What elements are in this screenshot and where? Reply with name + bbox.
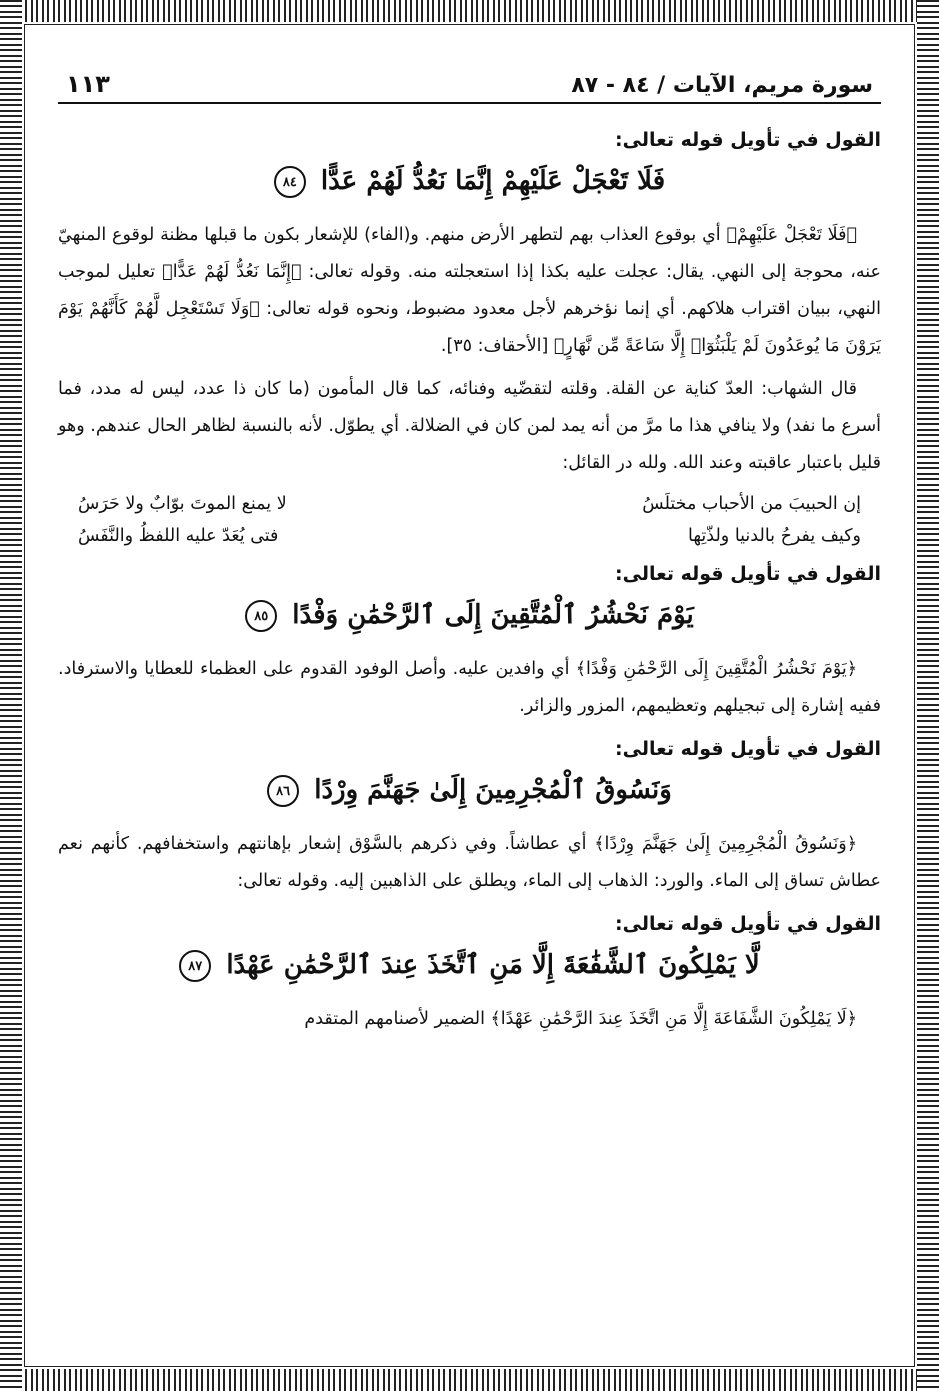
page-content bbox=[58, 122, 881, 1038]
page-body bbox=[58, 60, 881, 1351]
verse-text: وَنَسُوقُ ٱلْمُجْرِمِينَ إِلَىٰ جَهَنَّمَ وِرْدًا bbox=[314, 775, 672, 805]
poem-verses bbox=[58, 488, 881, 552]
commentary-paragraph: ﴿يَوْمَ نَحْشُرُ الْمُتَّقِينَ إِلَى الرَّحْمَٰنِ وَفْدًا﴾ أي وافدين عليه. وأصل الوفود القدوم على العظماء للعطايا والاسترفاد. ففيه إشارة إلى تبجيلهم وتعظيمهم، المزور والزائر. bbox=[58, 659, 881, 716]
verse-text: فَلَا تَعْجَلْ عَلَيْهِمْ إِنَّمَا نَعُدُّ لَهُمْ عَدًّا bbox=[320, 166, 666, 196]
poem-hemistich: إن الحبيبَ من الأحباب مختلَسُ bbox=[642, 494, 861, 514]
commentary-paragraph: قال الشهاب: العدّ كناية عن القلة. وقلته لتقضّيه وفنائه، كما قال المأمون (ما كان ذا عدد، ليس له مدد، فما أسرع ما نفد) ولا ينافي هذا ما مرَّ من أنه يمد لمن كان في الضلالة. أي يطوّل. لأنه بالنسبة لظاهر الحال عندهم. وهو قليل باعتبار عاقبته وعند الله. ولله در القائل: bbox=[58, 379, 881, 473]
verse-text: لَّا يَمْلِكُونَ ٱلشَّفَٰعَةَ إِلَّا مَنِ ٱتَّخَذَ عِندَ ٱلرَّحْمَٰنِ عَهْدًا bbox=[226, 950, 760, 980]
section-heading: القول في تأويل قوله تعالى: bbox=[615, 913, 881, 935]
section-heading: القول في تأويل قوله تعالى: bbox=[615, 129, 881, 151]
poem-hemistich: فتى يُعَدّ عليه اللفظُ والنَّفَسُ bbox=[78, 526, 279, 546]
poem-hemistich: لا يمنع الموتَ بوّابٌ ولا حَرَسُ bbox=[78, 494, 287, 514]
running-head: سورة مريم، الآيات / ٨٤ - ٨٧ bbox=[571, 73, 873, 98]
page-header bbox=[58, 60, 881, 104]
ayah-number-marker: ٨٧ bbox=[179, 950, 211, 982]
verse-text: يَوْمَ نَحْشُرُ ٱلْمُتَّقِينَ إِلَى ٱلرَّحْمَٰنِ وَفْدًا bbox=[292, 600, 694, 630]
section-heading: القول في تأويل قوله تعالى: bbox=[615, 563, 881, 585]
page-number: ١١٣ bbox=[66, 70, 110, 98]
decorative-border-left bbox=[0, 0, 22, 1391]
ayah-number-marker: ٨٥ bbox=[245, 600, 277, 632]
commentary-paragraph: ﴿فَلَا تَعْجَلْ عَلَيْهِمْ﴾ أي بوقوع العذاب بهم لتطهر الأرض منهم. و(الفاء) للإشعار بكون ما قبلها مظنة لوقوع المنهيّ عنه، محوجة إلى النهي. يقال: عجلت عليه بكذا إذا استعجلته منه. وقوله تعالى: ﴿إِنَّمَا نَعُدُّ لَهُمْ عَدًّا﴾ تعليل لموجب النهي، ببيان اقتراب هلاكهم. أي إنما نؤخرهم لأجل معدود مضبوط، ونحوه قوله تعالى: ﴿وَلَا تَسْتَعْجِل لَّهُمْ كَأَنَّهُمْ يَوْمَ يَرَوْنَ مَا يُوعَدُونَ لَمْ يَلْبَثُوٓا۟ إِلَّا سَاعَةً مِّن نَّهَارٍ﴾ [الأحقاف: ٣٥]. bbox=[58, 225, 881, 356]
ayah-number-marker: ٨٤ bbox=[274, 166, 306, 198]
section-heading: القول في تأويل قوله تعالى: bbox=[615, 738, 881, 760]
ayah-number-marker: ٨٦ bbox=[267, 775, 299, 807]
quran-verse bbox=[58, 768, 881, 812]
commentary-paragraph: ﴿لَا يَمْلِكُونَ الشَّفَاعَةَ إِلَّا مَنِ اتَّخَذَ عِندَ الرَّحْمَٰنِ عَهْدًا﴾ الضمير لأصنامهم المتقدم bbox=[304, 1009, 857, 1029]
poem-hemistich: وكيف يفرحُ بالدنيا ولذّتِها bbox=[688, 526, 861, 546]
commentary-paragraph: ﴿وَنَسُوقُ الْمُجْرِمِينَ إِلَىٰ جَهَنَّمَ وِرْدًا﴾ أي عطاشاً. وفي ذكرهم بالسَّوْق إشعار بإهانتهم واستخفافهم. كأنهم نعم عطاش تساق إلى الماء. والورد: الذهاب إلى الماء، ويطلق على الذاهبين إليه. وقوله تعالى: bbox=[58, 834, 881, 891]
quran-verse bbox=[58, 943, 881, 987]
quran-verse bbox=[58, 159, 881, 203]
decorative-border-right bbox=[917, 0, 939, 1391]
decorative-border-bottom bbox=[0, 1369, 939, 1391]
decorative-border-top bbox=[0, 0, 939, 22]
quran-verse bbox=[58, 593, 881, 637]
